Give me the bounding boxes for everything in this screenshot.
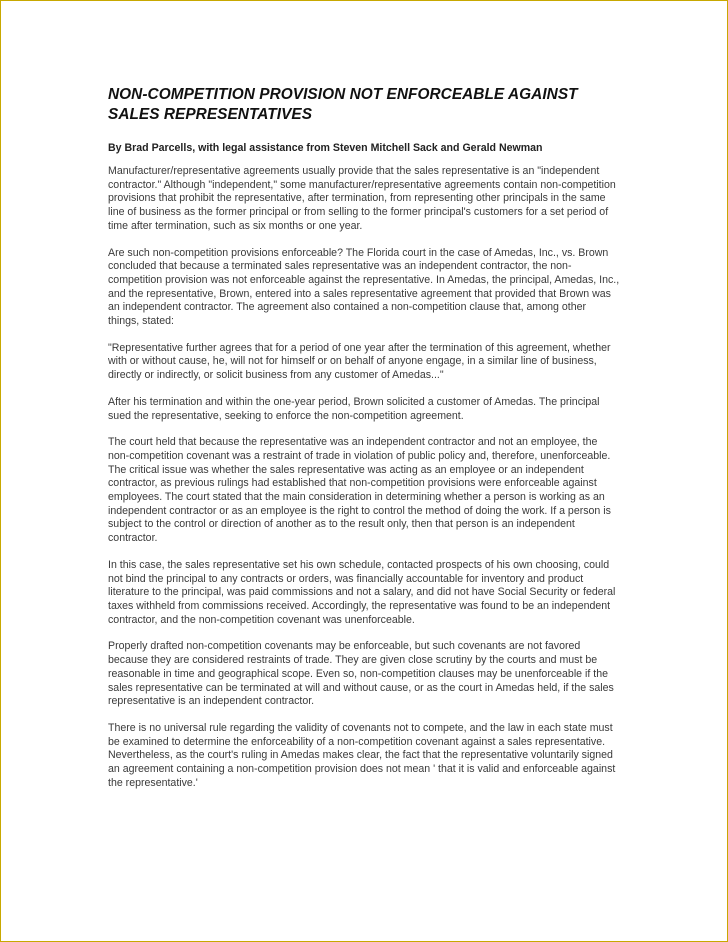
paragraph-8: There is no universal rule regarding the validity of covenants not to compete, and the law in each state must be examined to determine the enforceability of a non-competition covenant against a sales representative. Nevertheless, as the court's ruling in Amedas makes clear, the fact that the representative voluntarily signed an agreement containing a non-competition provision does not mean ' that it is valid and enforceable against the representative.' bbox=[108, 721, 616, 789]
paragraph-4: After his termination and within the one-year period, Brown solicited a customer of Amedas. The principal sued the representative, seeking to enforce the non-competition agreement. bbox=[108, 395, 600, 422]
article-body bbox=[108, 85, 620, 803]
paragraph-1: Manufacturer/representative agreements usually provide that the sales representative is an "independent contractor." Although "independent," some manufacturer/representative agreements contain non-competition provisions that prohibit the representative, after termination, from representing other principals in the same line of business as the former principal or from selling to the former principal's customers for a set period of time after termination, such as six months or one year. bbox=[108, 165, 616, 232]
paragraph-6: In this case, the sales representative set his own schedule, contacted prospects of his own choosing, could not bind the principal to any contracts or orders, was financially accountable for inventory and product literature to the principal, was paid commissions and not a salary, and did not have Social Security or federal taxes withheld from commissions received. Accordingly, the representative was found to be an independent contractor, and the non-competition covenant was unenforceable. bbox=[108, 558, 616, 626]
paragraph-2: Are such non-competition provisions enforceable? The Florida court in the case of Amedas, Inc., vs. Brown concluded that because a terminated sales representative was an independent contractor, the non-competition provision was not enforceable against the representative. In Amedas, the principal, Amedas, Inc., and the representative, Brown, entered into a sales representative agreement that provided that Brown was an independent contractor. The agreement also contained a non-competition clause that, among other things, stated: bbox=[108, 246, 620, 328]
paragraph-5: The court held that because the representative was an independent contractor and not an employee, the non-competition covenant was a restraint of trade in violation of public policy and, therefore, unenforceable. The critical issue was whether the sales representative was acting as an employee or an independent contractor, as previous rulings had established that non-competition provisions were enforceable against employees. The court stated that the main consideration in determining whether a person is working as an independent contractor or as an employee is the right to control the method of doing the work. If a person is subject to the control or direction of another as to the result only, then that person is an independent contractor. bbox=[108, 436, 611, 545]
paragraph-3-quote: "Representative further agrees that for a period of one year after the termination of this agreement, whether with or without cause, he, will not for himself or on behalf of anyone engage, in a similar line of business, directly or indirectly, or solicit business from any customer of Amedas..." bbox=[108, 341, 611, 382]
article-byline: By Brad Parcells, with legal assistance from Steven Mitchell Sack and Gerald Newman bbox=[108, 142, 543, 154]
article-title: NON-COMPETITION PROVISION NOT ENFORCEABLE AGAINST SALES REPRESENTATIVES bbox=[108, 86, 578, 123]
paragraph-7: Properly drafted non-competition covenants may be enforceable, but such covenants are not favored because they are considered restraints of trade. They are given close scrutiny by the courts and must be reasonable in time and geographical scope. Even so, non-competition clauses may be unenforceable if the sales representative can be terminated at will and without cause, or as the court in Amedas held, if the sales representative is an independent contractor. bbox=[108, 640, 614, 708]
